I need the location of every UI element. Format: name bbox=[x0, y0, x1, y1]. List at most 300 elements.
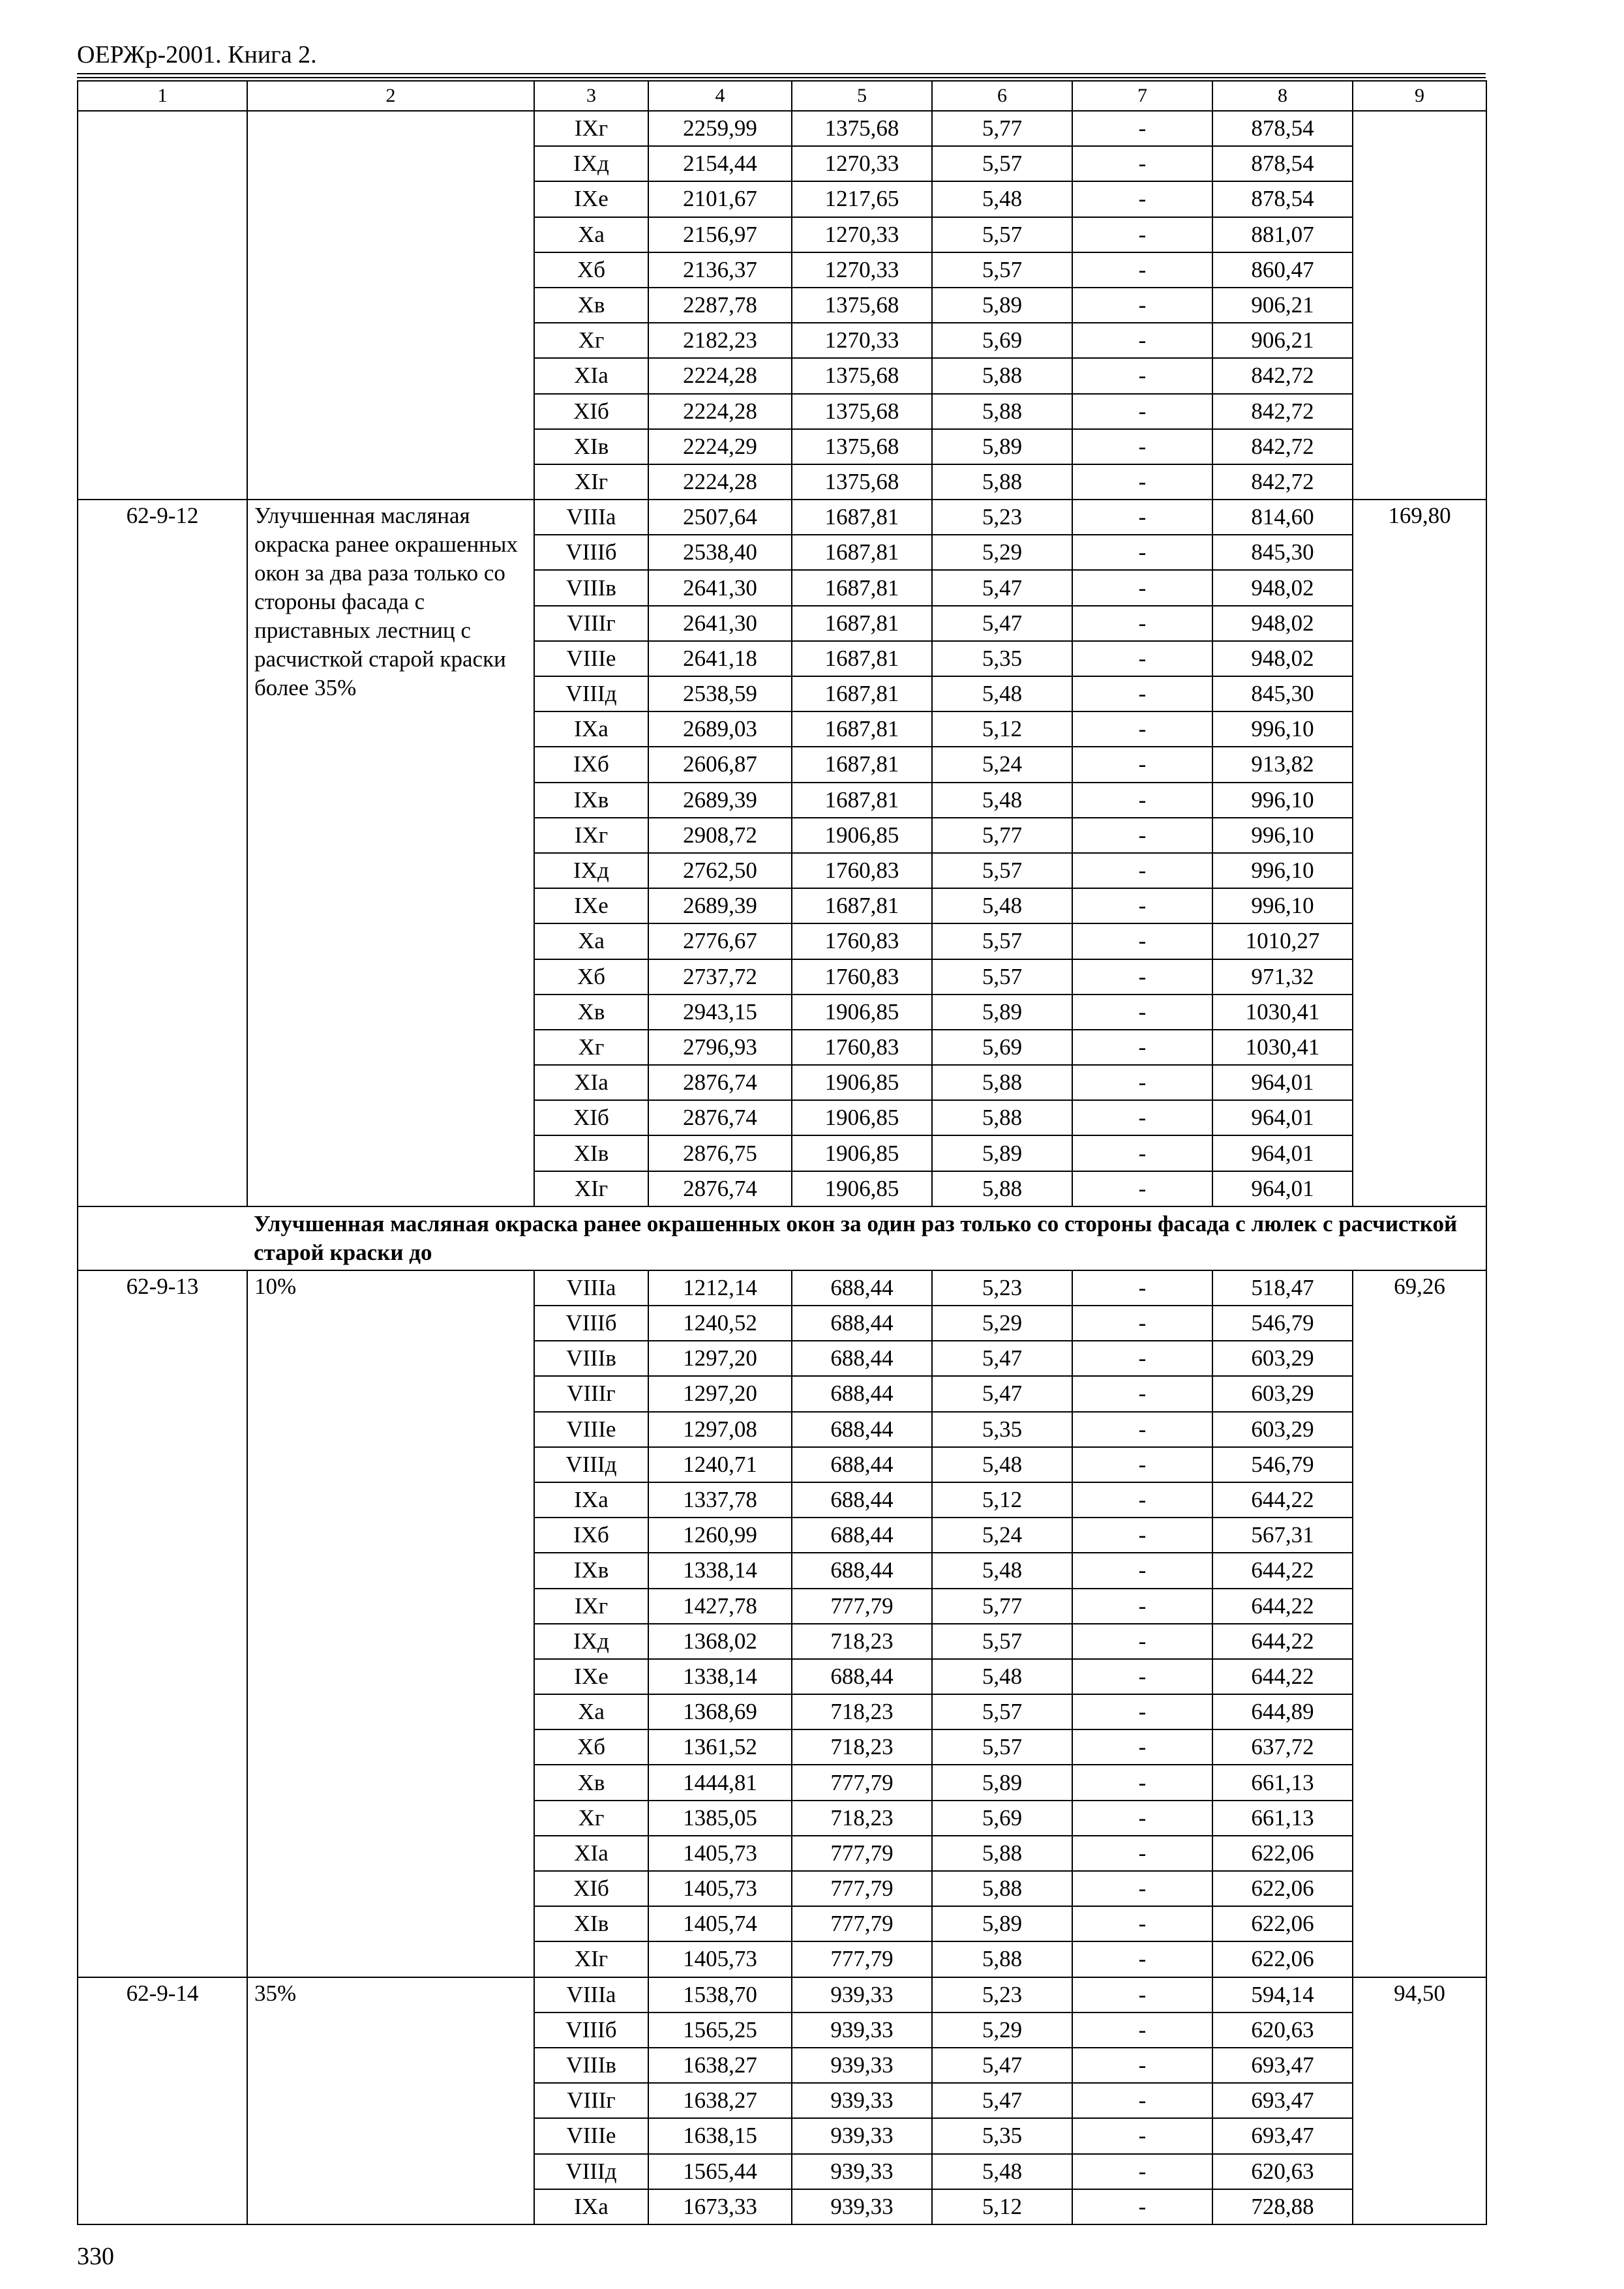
table-cell-col-3: XIв bbox=[534, 1906, 648, 1941]
table-cell-col-3: XIб bbox=[534, 1871, 648, 1906]
table-cell-col-6: 5,77 bbox=[932, 1589, 1072, 1624]
norms-table bbox=[77, 80, 1487, 2225]
table-cell-col-4: 2876,74 bbox=[648, 1171, 792, 1206]
table-cell-col-8: 964,01 bbox=[1212, 1135, 1353, 1171]
table-cell-col-8: 996,10 bbox=[1212, 818, 1353, 853]
table-cell-col-5: 1687,81 bbox=[792, 606, 932, 641]
table-cell-col-4: 2641,30 bbox=[648, 570, 792, 605]
table-cell-col-3: IXа bbox=[534, 2189, 648, 2224]
table-cell-col-5: 1687,81 bbox=[792, 711, 932, 747]
table-cell-col-7: - bbox=[1072, 252, 1212, 288]
table-cell-col-3: Xг bbox=[534, 1801, 648, 1836]
table-cell-col-8: 637,72 bbox=[1212, 1729, 1353, 1765]
table-cell-col-8: 693,47 bbox=[1212, 2118, 1353, 2153]
table-cell-col-7: - bbox=[1072, 1589, 1212, 1624]
table-cell-col-4: 2156,97 bbox=[648, 217, 792, 252]
table-cell-col-6: 5,57 bbox=[932, 959, 1072, 995]
table-cell-col-4: 2154,44 bbox=[648, 146, 792, 181]
table-cell-col-5: 1906,85 bbox=[792, 995, 932, 1030]
table-cell-col-4: 2689,39 bbox=[648, 783, 792, 818]
table-cell-col-8: 913,82 bbox=[1212, 747, 1353, 782]
table-row bbox=[78, 1977, 1486, 2012]
norm-description: Улучшенная масляная окраска ранее окрашенных окон за два раза только со стороны фасада с приставных лестниц с расчисткой старой краски более 35% bbox=[247, 500, 534, 1206]
table-cell-col-6: 5,88 bbox=[932, 1100, 1072, 1135]
norms-table-body bbox=[78, 81, 1486, 2224]
table-cell-col-3: XIв bbox=[534, 1135, 648, 1171]
table-cell-col-4: 2136,37 bbox=[648, 252, 792, 288]
table-cell-col-8: 644,89 bbox=[1212, 1694, 1353, 1729]
table-cell-col-3: XIг bbox=[534, 464, 648, 500]
table-cell-col-6: 5,57 bbox=[932, 1624, 1072, 1659]
table-cell-col-7: - bbox=[1072, 2154, 1212, 2189]
table-cell-col-8: 622,06 bbox=[1212, 1871, 1353, 1906]
table-cell-col-4: 2762,50 bbox=[648, 853, 792, 888]
table-cell-col-5: 1906,85 bbox=[792, 818, 932, 853]
table-cell-col-5: 718,23 bbox=[792, 1801, 932, 1836]
section-title: Улучшенная масляная окраска ранее окрашенных окон за один раз только со стороны фасада с люлек с расчисткой старой краски до bbox=[247, 1206, 1486, 1270]
table-cell-col-6: 5,88 bbox=[932, 1171, 1072, 1206]
table-cell-col-7: - bbox=[1072, 853, 1212, 888]
table-cell-col-6: 5,57 bbox=[932, 1694, 1072, 1729]
table-cell-col-5: 777,79 bbox=[792, 1906, 932, 1941]
table-cell-col-7: - bbox=[1072, 1447, 1212, 1482]
table-cell-col-7: - bbox=[1072, 464, 1212, 500]
table-cell-col-7: - bbox=[1072, 535, 1212, 570]
table-cell-col-4: 1405,73 bbox=[648, 1871, 792, 1906]
table-cell-col-3: VIIIг bbox=[534, 606, 648, 641]
section-title-row bbox=[78, 1206, 1486, 1270]
table-cell-col-5: 1687,81 bbox=[792, 570, 932, 605]
table-cell-col-8: 728,88 bbox=[1212, 2189, 1353, 2224]
table-row bbox=[78, 500, 1486, 535]
table-cell-col-8: 996,10 bbox=[1212, 853, 1353, 888]
table-cell-col-8: 622,06 bbox=[1212, 1941, 1353, 1977]
table-cell-col-5: 777,79 bbox=[792, 1871, 932, 1906]
table-cell-col-7: - bbox=[1072, 606, 1212, 641]
table-cell-col-5: 688,44 bbox=[792, 1412, 932, 1447]
table-cell-col-8: 996,10 bbox=[1212, 783, 1353, 818]
table-cell-col-8: 842,72 bbox=[1212, 464, 1353, 500]
norm-extra-value bbox=[1353, 111, 1486, 500]
table-cell-col-6: 5,77 bbox=[932, 818, 1072, 853]
table-cell-col-7: - bbox=[1072, 1341, 1212, 1376]
table-cell-col-6: 5,88 bbox=[932, 464, 1072, 500]
table-cell-col-8: 845,30 bbox=[1212, 535, 1353, 570]
column-number-4: 4 bbox=[648, 81, 792, 111]
table-cell-col-5: 1217,65 bbox=[792, 181, 932, 217]
table-cell-col-7: - bbox=[1072, 394, 1212, 429]
table-cell-col-7: - bbox=[1072, 747, 1212, 782]
table-cell-col-6: 5,35 bbox=[932, 1412, 1072, 1447]
table-cell-col-7: - bbox=[1072, 711, 1212, 747]
table-cell-col-8: 567,31 bbox=[1212, 1518, 1353, 1553]
table-cell-col-8: 842,72 bbox=[1212, 429, 1353, 464]
norm-extra-value: 94,50 bbox=[1353, 1977, 1486, 2224]
table-cell-col-4: 1368,69 bbox=[648, 1694, 792, 1729]
table-cell-col-7: - bbox=[1072, 217, 1212, 252]
table-cell-col-3: Xб bbox=[534, 959, 648, 995]
table-cell-col-4: 2737,72 bbox=[648, 959, 792, 995]
table-cell-col-3: VIIIг bbox=[534, 1376, 648, 1411]
table-cell-col-6: 5,47 bbox=[932, 570, 1072, 605]
table-cell-col-5: 1906,85 bbox=[792, 1065, 932, 1100]
table-cell-col-4: 1638,15 bbox=[648, 2118, 792, 2153]
table-cell-col-6: 5,69 bbox=[932, 1030, 1072, 1065]
section-title-code-cell bbox=[78, 1206, 247, 1270]
table-cell-col-7: - bbox=[1072, 923, 1212, 959]
table-cell-col-4: 2876,74 bbox=[648, 1065, 792, 1100]
table-cell-col-5: 1270,33 bbox=[792, 252, 932, 288]
table-cell-col-4: 2224,29 bbox=[648, 429, 792, 464]
table-cell-col-6: 5,47 bbox=[932, 606, 1072, 641]
table-cell-col-6: 5,89 bbox=[932, 995, 1072, 1030]
table-cell-col-4: 2776,67 bbox=[648, 923, 792, 959]
table-cell-col-8: 594,14 bbox=[1212, 1977, 1353, 2012]
table-cell-col-4: 2876,74 bbox=[648, 1100, 792, 1135]
table-cell-col-4: 2689,03 bbox=[648, 711, 792, 747]
table-cell-col-6: 5,35 bbox=[932, 641, 1072, 676]
table-cell-col-8: 644,22 bbox=[1212, 1624, 1353, 1659]
table-cell-col-7: - bbox=[1072, 1135, 1212, 1171]
table-cell-col-7: - bbox=[1072, 288, 1212, 323]
table-cell-col-8: 842,72 bbox=[1212, 358, 1353, 393]
table-cell-col-5: 939,33 bbox=[792, 2048, 932, 2083]
table-cell-col-3: XIг bbox=[534, 1171, 648, 1206]
table-cell-col-4: 2908,72 bbox=[648, 818, 792, 853]
page-number: 330 bbox=[77, 2243, 114, 2270]
table-cell-col-7: - bbox=[1072, 1553, 1212, 1588]
table-cell-col-5: 1760,83 bbox=[792, 1030, 932, 1065]
table-cell-col-3: IXд bbox=[534, 853, 648, 888]
table-cell-col-5: 1375,68 bbox=[792, 394, 932, 429]
table-cell-col-4: 2224,28 bbox=[648, 358, 792, 393]
table-cell-col-6: 5,48 bbox=[932, 181, 1072, 217]
table-cell-col-5: 1375,68 bbox=[792, 288, 932, 323]
table-cell-col-4: 2538,59 bbox=[648, 676, 792, 711]
table-cell-col-3: XIа bbox=[534, 1065, 648, 1100]
table-cell-col-6: 5,57 bbox=[932, 1729, 1072, 1765]
table-cell-col-8: 860,47 bbox=[1212, 252, 1353, 288]
table-cell-col-8: 948,02 bbox=[1212, 606, 1353, 641]
column-number-8: 8 bbox=[1212, 81, 1353, 111]
table-cell-col-3: VIIIд bbox=[534, 1447, 648, 1482]
table-cell-col-4: 2876,75 bbox=[648, 1135, 792, 1171]
table-cell-col-3: VIIIв bbox=[534, 570, 648, 605]
table-cell-col-8: 906,21 bbox=[1212, 323, 1353, 358]
table-cell-col-4: 1337,78 bbox=[648, 1482, 792, 1518]
table-cell-col-8: 964,01 bbox=[1212, 1065, 1353, 1100]
norm-code: 62-9-13 bbox=[78, 1270, 247, 1977]
table-cell-col-6: 5,89 bbox=[932, 429, 1072, 464]
table-cell-col-5: 1906,85 bbox=[792, 1100, 932, 1135]
table-cell-col-5: 939,33 bbox=[792, 2012, 932, 2048]
table-cell-col-8: 620,63 bbox=[1212, 2154, 1353, 2189]
table-cell-col-7: - bbox=[1072, 2189, 1212, 2224]
table-cell-col-3: IXб bbox=[534, 1518, 648, 1553]
table-cell-col-8: 546,79 bbox=[1212, 1447, 1353, 1482]
table-cell-col-7: - bbox=[1072, 1065, 1212, 1100]
table-cell-col-8: 906,21 bbox=[1212, 288, 1353, 323]
table-cell-col-6: 5,89 bbox=[932, 288, 1072, 323]
table-cell-col-4: 1565,44 bbox=[648, 2154, 792, 2189]
table-cell-col-7: - bbox=[1072, 783, 1212, 818]
table-cell-col-6: 5,69 bbox=[932, 1801, 1072, 1836]
table-cell-col-6: 5,89 bbox=[932, 1906, 1072, 1941]
table-cell-col-4: 1405,73 bbox=[648, 1941, 792, 1977]
norm-code: 62-9-12 bbox=[78, 500, 247, 1206]
table-cell-col-6: 5,47 bbox=[932, 1341, 1072, 1376]
table-cell-col-4: 2259,99 bbox=[648, 111, 792, 146]
table-cell-col-7: - bbox=[1072, 358, 1212, 393]
table-cell-col-3: Xг bbox=[534, 323, 648, 358]
table-cell-col-4: 2606,87 bbox=[648, 747, 792, 782]
table-cell-col-7: - bbox=[1072, 111, 1212, 146]
table-row bbox=[78, 1270, 1486, 1306]
table-cell-col-6: 5,23 bbox=[932, 500, 1072, 535]
table-cell-col-7: - bbox=[1072, 570, 1212, 605]
table-cell-col-3: Xг bbox=[534, 1030, 648, 1065]
table-cell-col-4: 2796,93 bbox=[648, 1030, 792, 1065]
table-cell-col-3: VIIIд bbox=[534, 2154, 648, 2189]
norm-description bbox=[247, 111, 534, 500]
table-cell-col-4: 1361,52 bbox=[648, 1729, 792, 1765]
table-cell-col-5: 1270,33 bbox=[792, 323, 932, 358]
table-cell-col-6: 5,89 bbox=[932, 1765, 1072, 1800]
table-cell-col-7: - bbox=[1072, 1624, 1212, 1659]
table-cell-col-4: 2943,15 bbox=[648, 995, 792, 1030]
table-cell-col-5: 777,79 bbox=[792, 1836, 932, 1871]
norm-description: 35% bbox=[247, 1977, 534, 2224]
table-cell-col-4: 1240,71 bbox=[648, 1447, 792, 1482]
table-cell-col-6: 5,57 bbox=[932, 146, 1072, 181]
table-cell-col-6: 5,24 bbox=[932, 1518, 1072, 1553]
column-number-row bbox=[78, 81, 1486, 111]
table-cell-col-7: - bbox=[1072, 888, 1212, 923]
table-cell-col-8: 644,22 bbox=[1212, 1589, 1353, 1624]
table-cell-col-7: - bbox=[1072, 1871, 1212, 1906]
table-cell-col-3: VIIIе bbox=[534, 2118, 648, 2153]
table-cell-col-3: Xа bbox=[534, 217, 648, 252]
table-cell-col-8: 661,13 bbox=[1212, 1765, 1353, 1800]
table-cell-col-4: 2224,28 bbox=[648, 464, 792, 500]
table-cell-col-5: 1375,68 bbox=[792, 111, 932, 146]
table-cell-col-4: 1405,74 bbox=[648, 1906, 792, 1941]
table-cell-col-5: 1687,81 bbox=[792, 676, 932, 711]
table-cell-col-8: 693,47 bbox=[1212, 2048, 1353, 2083]
table-cell-col-3: VIIIб bbox=[534, 2012, 648, 2048]
table-cell-col-6: 5,12 bbox=[932, 1482, 1072, 1518]
table-cell-col-7: - bbox=[1072, 1729, 1212, 1765]
table-cell-col-8: 971,32 bbox=[1212, 959, 1353, 995]
table-cell-col-8: 996,10 bbox=[1212, 888, 1353, 923]
table-cell-col-6: 5,88 bbox=[932, 1871, 1072, 1906]
table-cell-col-8: 661,13 bbox=[1212, 1801, 1353, 1836]
table-cell-col-8: 644,22 bbox=[1212, 1659, 1353, 1694]
table-cell-col-6: 5,47 bbox=[932, 1376, 1072, 1411]
table-cell-col-5: 688,44 bbox=[792, 1659, 932, 1694]
column-number-5: 5 bbox=[792, 81, 932, 111]
table-cell-col-7: - bbox=[1072, 1941, 1212, 1977]
table-cell-col-7: - bbox=[1072, 2083, 1212, 2118]
table-cell-col-8: 878,54 bbox=[1212, 146, 1353, 181]
table-cell-col-5: 1906,85 bbox=[792, 1171, 932, 1206]
table-cell-col-4: 1427,78 bbox=[648, 1589, 792, 1624]
table-cell-col-6: 5,88 bbox=[932, 358, 1072, 393]
table-cell-col-5: 777,79 bbox=[792, 1941, 932, 1977]
table-cell-col-7: - bbox=[1072, 676, 1212, 711]
table-cell-col-6: 5,29 bbox=[932, 1306, 1072, 1341]
table-cell-col-7: - bbox=[1072, 1482, 1212, 1518]
table-cell-col-3: VIIIг bbox=[534, 2083, 648, 2118]
table-cell-col-4: 1638,27 bbox=[648, 2083, 792, 2118]
table-cell-col-5: 1687,81 bbox=[792, 783, 932, 818]
table-cell-col-8: 881,07 bbox=[1212, 217, 1353, 252]
table-cell-col-7: - bbox=[1072, 1270, 1212, 1306]
table-cell-col-7: - bbox=[1072, 323, 1212, 358]
table-cell-col-5: 1687,81 bbox=[792, 500, 932, 535]
table-cell-col-4: 2101,67 bbox=[648, 181, 792, 217]
table-cell-col-3: IXе bbox=[534, 181, 648, 217]
table-cell-col-3: VIIIе bbox=[534, 1412, 648, 1447]
table-cell-col-7: - bbox=[1072, 1171, 1212, 1206]
table-cell-col-8: 620,63 bbox=[1212, 2012, 1353, 2048]
table-cell-col-7: - bbox=[1072, 1306, 1212, 1341]
table-cell-col-3: VIIIе bbox=[534, 641, 648, 676]
table-cell-col-8: 603,29 bbox=[1212, 1341, 1353, 1376]
table-cell-col-5: 939,33 bbox=[792, 1977, 932, 2012]
table-cell-col-6: 5,47 bbox=[932, 2048, 1072, 2083]
table-cell-col-4: 1538,70 bbox=[648, 1977, 792, 2012]
table-cell-col-4: 1297,08 bbox=[648, 1412, 792, 1447]
table-cell-col-5: 777,79 bbox=[792, 1765, 932, 1800]
column-number-6: 6 bbox=[932, 81, 1072, 111]
table-cell-col-5: 688,44 bbox=[792, 1376, 932, 1411]
table-cell-col-5: 688,44 bbox=[792, 1447, 932, 1482]
table-cell-col-7: - bbox=[1072, 959, 1212, 995]
table-cell-col-7: - bbox=[1072, 641, 1212, 676]
table-cell-col-5: 1375,68 bbox=[792, 464, 932, 500]
table-cell-col-7: - bbox=[1072, 1100, 1212, 1135]
table-cell-col-5: 688,44 bbox=[792, 1518, 932, 1553]
table-cell-col-8: 878,54 bbox=[1212, 181, 1353, 217]
table-cell-col-3: VIIIа bbox=[534, 500, 648, 535]
table-cell-col-3: Xв bbox=[534, 1765, 648, 1800]
column-number-3: 3 bbox=[534, 81, 648, 111]
table-cell-col-8: 603,29 bbox=[1212, 1376, 1353, 1411]
table-cell-col-6: 5,77 bbox=[932, 111, 1072, 146]
table-cell-col-7: - bbox=[1072, 1659, 1212, 1694]
document-header-title: ОЕРЖр-2001. Книга 2. bbox=[77, 41, 317, 68]
column-number-7: 7 bbox=[1072, 81, 1212, 111]
table-cell-col-3: VIIIа bbox=[534, 1977, 648, 2012]
table-cell-col-5: 939,33 bbox=[792, 2083, 932, 2118]
table-cell-col-6: 5,57 bbox=[932, 217, 1072, 252]
table-cell-col-7: - bbox=[1072, 1518, 1212, 1553]
table-cell-col-3: IXе bbox=[534, 888, 648, 923]
table-cell-col-7: - bbox=[1072, 429, 1212, 464]
table-cell-col-5: 939,33 bbox=[792, 2118, 932, 2153]
table-cell-col-4: 2641,30 bbox=[648, 606, 792, 641]
table-cell-col-5: 939,33 bbox=[792, 2189, 932, 2224]
table-cell-col-8: 845,30 bbox=[1212, 676, 1353, 711]
table-cell-col-3: VIIIа bbox=[534, 1270, 648, 1306]
norm-extra-value: 169,80 bbox=[1353, 500, 1486, 1206]
table-cell-col-3: XIа bbox=[534, 1836, 648, 1871]
table-cell-col-5: 1270,33 bbox=[792, 217, 932, 252]
table-cell-col-3: VIIIв bbox=[534, 1341, 648, 1376]
table-cell-col-8: 1030,41 bbox=[1212, 1030, 1353, 1065]
table-cell-col-7: - bbox=[1072, 1765, 1212, 1800]
table-cell-col-4: 1405,73 bbox=[648, 1836, 792, 1871]
table-cell-col-5: 1687,81 bbox=[792, 641, 932, 676]
table-cell-col-4: 1338,14 bbox=[648, 1553, 792, 1588]
table-cell-col-8: 948,02 bbox=[1212, 641, 1353, 676]
table-cell-col-7: - bbox=[1072, 995, 1212, 1030]
table-cell-col-3: XIа bbox=[534, 358, 648, 393]
table-cell-col-4: 1565,25 bbox=[648, 2012, 792, 2048]
table-cell-col-4: 1297,20 bbox=[648, 1341, 792, 1376]
table-cell-col-3: XIб bbox=[534, 1100, 648, 1135]
table-cell-col-7: - bbox=[1072, 1694, 1212, 1729]
table-cell-col-4: 2224,28 bbox=[648, 394, 792, 429]
table-cell-col-8: 622,06 bbox=[1212, 1836, 1353, 1871]
table-cell-col-8: 1010,27 bbox=[1212, 923, 1353, 959]
table-cell-col-3: VIIIб bbox=[534, 535, 648, 570]
table-cell-col-6: 5,48 bbox=[932, 676, 1072, 711]
table-cell-col-3: XIв bbox=[534, 429, 648, 464]
table-row bbox=[78, 111, 1486, 146]
table-cell-col-4: 1260,99 bbox=[648, 1518, 792, 1553]
table-cell-col-7: - bbox=[1072, 2048, 1212, 2083]
table-cell-col-4: 1673,33 bbox=[648, 2189, 792, 2224]
table-cell-col-6: 5,89 bbox=[932, 1135, 1072, 1171]
table-cell-col-5: 1375,68 bbox=[792, 429, 932, 464]
table-cell-col-3: IXв bbox=[534, 783, 648, 818]
table-cell-col-6: 5,57 bbox=[932, 923, 1072, 959]
table-cell-col-6: 5,48 bbox=[932, 888, 1072, 923]
table-cell-col-6: 5,48 bbox=[932, 1553, 1072, 1588]
table-cell-col-6: 5,12 bbox=[932, 711, 1072, 747]
table-cell-col-5: 1687,81 bbox=[792, 535, 932, 570]
column-number-1: 1 bbox=[78, 81, 247, 111]
table-cell-col-6: 5,88 bbox=[932, 394, 1072, 429]
table-cell-col-6: 5,88 bbox=[932, 1065, 1072, 1100]
table-cell-col-7: - bbox=[1072, 1977, 1212, 2012]
table-cell-col-8: 518,47 bbox=[1212, 1270, 1353, 1306]
table-cell-col-4: 2287,78 bbox=[648, 288, 792, 323]
column-number-9: 9 bbox=[1353, 81, 1486, 111]
table-cell-col-3: Xб bbox=[534, 252, 648, 288]
table-cell-col-4: 2689,39 bbox=[648, 888, 792, 923]
table-cell-col-8: 603,29 bbox=[1212, 1412, 1353, 1447]
table-cell-col-3: IXв bbox=[534, 1553, 648, 1588]
table-cell-col-6: 5,48 bbox=[932, 783, 1072, 818]
table-cell-col-8: 948,02 bbox=[1212, 570, 1353, 605]
norm-extra-value: 69,26 bbox=[1353, 1270, 1486, 1977]
table-cell-col-8: 878,54 bbox=[1212, 111, 1353, 146]
table-cell-col-4: 2538,40 bbox=[648, 535, 792, 570]
table-cell-col-6: 5,88 bbox=[932, 1836, 1072, 1871]
table-cell-col-7: - bbox=[1072, 818, 1212, 853]
table-cell-col-7: - bbox=[1072, 2118, 1212, 2153]
table-cell-col-6: 5,48 bbox=[932, 1659, 1072, 1694]
table-cell-col-5: 1906,85 bbox=[792, 1135, 932, 1171]
table-cell-col-7: - bbox=[1072, 1801, 1212, 1836]
table-cell-col-8: 644,22 bbox=[1212, 1553, 1353, 1588]
table-cell-col-6: 5,23 bbox=[932, 1977, 1072, 2012]
table-cell-col-3: XIг bbox=[534, 1941, 648, 1977]
table-cell-col-6: 5,23 bbox=[932, 1270, 1072, 1306]
